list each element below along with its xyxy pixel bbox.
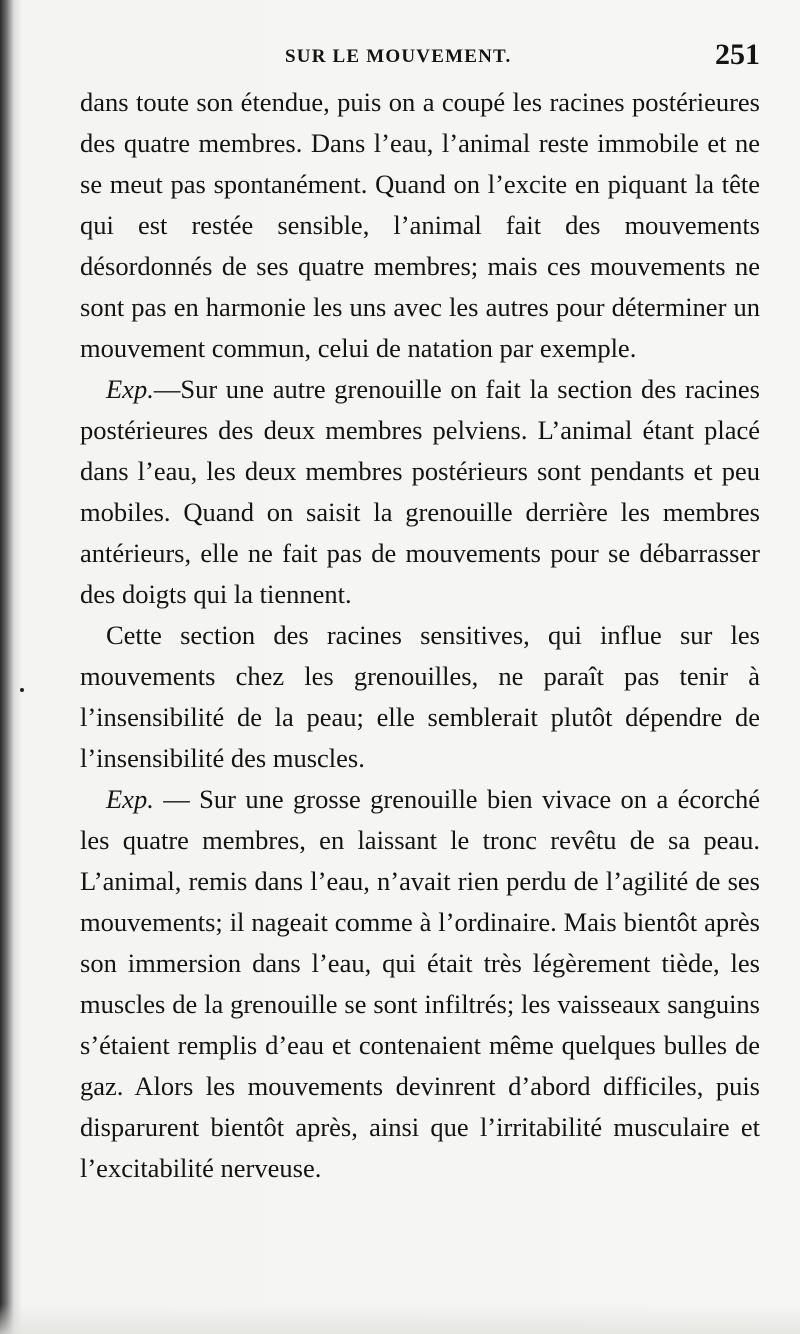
paragraph-text: —Sur une autre grenouille on fait la section des racines postérieures des deux membres pelviens. L’animal étant placé dans l’eau, les deux membres postérieurs sont pendants et peu mobiles. Quand on saisit la grenouille derrière les membres antérieurs, elle ne fait pas de mouvements pour se débarrasser des doigts qui la tiennent. (80, 374, 760, 609)
paragraph-continuation (80, 82, 760, 369)
paragraph-text: dans toute son étendue, puis on a coupé les racines postérieures des quatre membres. Dans l’eau, l’animal reste immobile et ne se meut pas spontanément. Quand on l’excite en piquant la tête qui est restée sensible, l’animal fait des mouvements désordonnés de ses quatre membres; mais ces mouvements ne sont pas en harmonie les uns avec les autres pour déterminer un mouvement commun, celui de natation par exemple. (80, 87, 760, 363)
running-head: SUR LE MOUVEMENT. (285, 46, 512, 67)
page-number: 251 (715, 38, 760, 71)
margin-dot (20, 688, 24, 692)
paragraph-experiment-1 (80, 369, 760, 615)
paragraph-text: — Sur une grosse grenouille bien vivace on a écorché les quatre membres, en laissant le tronc revêtu de sa peau. L’animal, remis dans l’eau, n’avait rien perdu de l’agilité de ses mouvements; il nageait comme à l’ordinaire. Mais bientôt après son immersion dans l’eau, qui était très légèrement tiède, les muscles de la grenouille se sont infiltrés; les vaisseaux sanguins s’étaient remplis d’eau et contenaient même quelques bulles de gaz. Alors les mouvements devinrent d’abord difficiles, puis disparurent bientôt après, ainsi que l’irritabilité musculaire et l’excitabilité nerveuse. (80, 784, 760, 1183)
experiment-label: Exp. (106, 784, 154, 814)
paragraph-text: Cette section des racines sensitives, qui influe sur les mouvements chez les grenouilles, ne paraît pas tenir à l’insensibilité de la peau; elle semblerait plutôt dépendre de l’insensibilité des muscles. (80, 620, 760, 773)
paper-shade (0, 1304, 800, 1334)
paragraph-section (80, 615, 760, 779)
page-header (80, 38, 760, 78)
paragraph-experiment-2 (80, 779, 760, 1189)
experiment-label: Exp. (106, 374, 154, 404)
body-text (80, 82, 760, 1189)
